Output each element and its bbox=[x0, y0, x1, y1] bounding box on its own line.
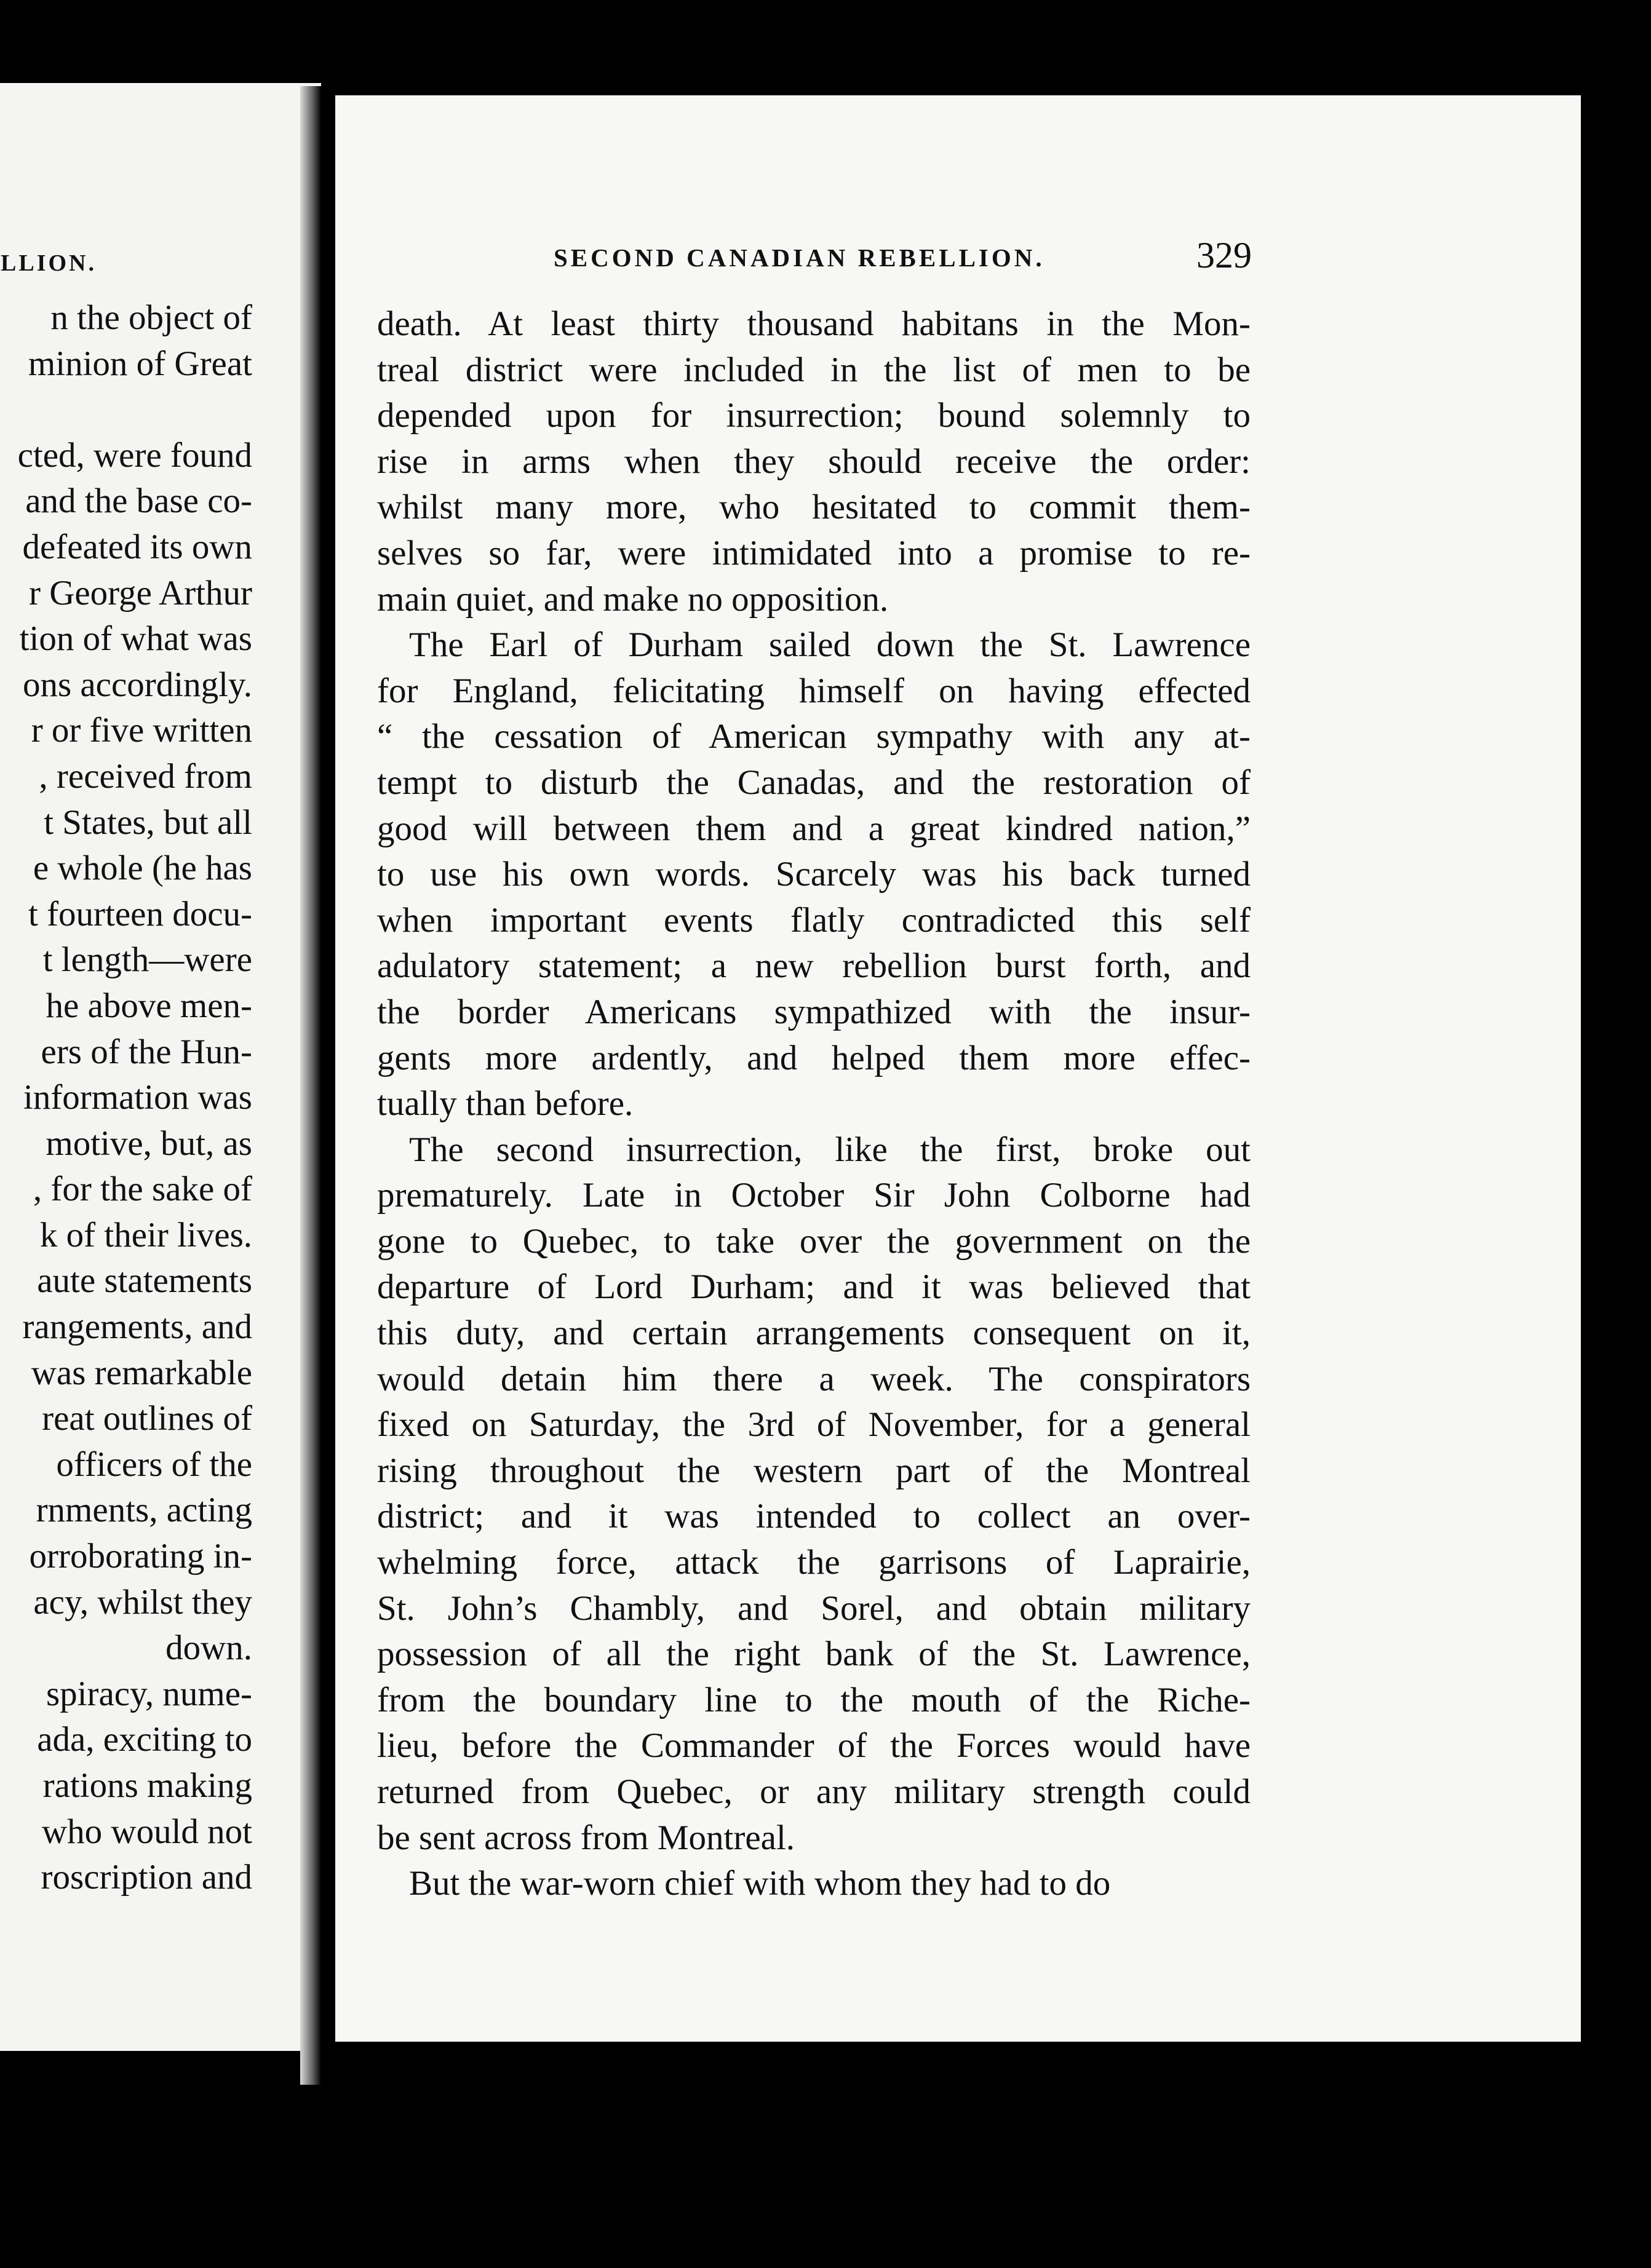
text-line: this duty, and certain arrangements consequent on it, bbox=[377, 1314, 1251, 1353]
left-page bbox=[0, 83, 321, 2051]
left-text-line: rangements, and bbox=[22, 1307, 252, 1347]
left-text-line: was remarkable bbox=[31, 1353, 252, 1392]
text-line: tually than before. bbox=[377, 1084, 634, 1124]
right-page bbox=[335, 95, 1581, 2042]
left-text-line: he above men- bbox=[46, 986, 252, 1025]
left-text-line: aute statements bbox=[37, 1261, 252, 1301]
text-line: St. John’s Chambly, and Sorel, and obtain military bbox=[377, 1588, 1251, 1628]
left-text-line: rnments, acting bbox=[36, 1491, 252, 1530]
left-text-line: minion of Great bbox=[28, 344, 252, 383]
left-text-line: t fourteen docu- bbox=[28, 894, 252, 934]
text-line: depended upon for insurrection; bound solemnly to bbox=[377, 396, 1251, 435]
left-text-line: k of their lives. bbox=[39, 1215, 252, 1255]
text-line: The Earl of Durham sailed down the St. Lawrence bbox=[409, 625, 1251, 665]
left-text-line: ada, exciting to bbox=[37, 1720, 252, 1759]
left-text-line: , received from bbox=[39, 756, 252, 796]
left-text-line: n the object of bbox=[50, 298, 252, 337]
text-line: “ the cessation of American sympathy with any at- bbox=[377, 717, 1251, 756]
left-text-line: spiracy, nume- bbox=[46, 1674, 252, 1713]
left-text-line: reat outlines of bbox=[42, 1399, 252, 1438]
left-text-line: ers of the Hun- bbox=[41, 1032, 252, 1071]
text-line: district; and it was intended to collect an over- bbox=[377, 1497, 1251, 1536]
text-line: when important events flatly contradicted this self bbox=[377, 900, 1251, 940]
left-text-line: ons accordingly. bbox=[22, 665, 252, 704]
text-line: tempt to disturb the Canadas, and the restoration of bbox=[377, 763, 1251, 802]
text-line: be sent across from Montreal. bbox=[377, 1818, 795, 1857]
text-line: rise in arms when they should receive the order: bbox=[377, 442, 1251, 481]
text-line: adulatory statement; a new rebellion burst forth, and bbox=[377, 946, 1251, 986]
text-line: from the boundary line to the mouth of the Riche- bbox=[377, 1680, 1251, 1719]
text-line: main quiet, and make no opposition. bbox=[377, 579, 889, 619]
left-text-line: down. bbox=[165, 1628, 252, 1668]
text-line: for England, felicitating himself on having effected bbox=[377, 671, 1251, 710]
text-line: death. At least thirty thousand habitans in the Mon- bbox=[377, 304, 1251, 343]
left-text-line: e whole (he has bbox=[33, 849, 252, 888]
left-text-line: cted, were found bbox=[17, 435, 252, 475]
text-line: returned from Quebec, or any military strength could bbox=[377, 1772, 1251, 1811]
left-text-line: and the base co- bbox=[25, 482, 252, 521]
left-text-line: r or five written bbox=[31, 711, 252, 750]
left-text-line: acy, whilst they bbox=[33, 1582, 252, 1622]
left-text-line: defeated its own bbox=[22, 527, 252, 566]
left-text-line: t States, but all bbox=[44, 803, 252, 842]
text-line: to use his own words. Scarcely was his back turned bbox=[377, 855, 1251, 894]
text-line: gents more ardently, and helped them more effec- bbox=[377, 1038, 1251, 1077]
left-text-line: t length—were bbox=[42, 940, 252, 980]
page-body-text bbox=[377, 301, 1251, 1907]
text-line: But the war-worn chief with whom they had to do bbox=[409, 1864, 1111, 1903]
left-text-line: tion of what was bbox=[19, 619, 252, 659]
left-text-line bbox=[0, 387, 252, 433]
text-line: treal district were included in the list of men to be bbox=[377, 350, 1251, 389]
text-line: lieu, before the Commander of the Forces would have bbox=[377, 1726, 1251, 1766]
left-text-line: r George Arthur bbox=[28, 573, 252, 613]
text-line: prematurely. Late in October Sir John Colborne had bbox=[377, 1176, 1251, 1215]
text-line: the border Americans sympathized with the insur- bbox=[377, 992, 1251, 1031]
text-line: good will between them and a great kindred nation,” bbox=[377, 809, 1251, 848]
text-line: whilst many more, who hesitated to commit them- bbox=[377, 488, 1251, 527]
left-text-line: , for the sake of bbox=[33, 1170, 252, 1209]
text-line: The second insurrection, like the first, broke out bbox=[409, 1130, 1251, 1169]
book-gutter bbox=[300, 86, 338, 2085]
text-line: selves so far, were intimidated into a promise to re- bbox=[377, 533, 1251, 573]
text-line: would detain him there a week. The conspirators bbox=[377, 1359, 1251, 1398]
left-text-line: rations making bbox=[42, 1766, 252, 1805]
text-line: departure of Lord Durham; and it was believed that bbox=[377, 1267, 1251, 1307]
left-text-line: information was bbox=[23, 1078, 252, 1117]
left-text-line: orroborating in- bbox=[29, 1537, 252, 1576]
left-text-line: motive, but, as bbox=[46, 1124, 252, 1163]
running-head: SECOND CANADIAN REBELLION. bbox=[554, 244, 1045, 272]
page-number: 329 bbox=[1196, 235, 1252, 276]
text-line: rising throughout the western part of the Montreal bbox=[377, 1451, 1251, 1490]
text-line: whelming force, attack the garrisons of Laprairie, bbox=[377, 1543, 1251, 1582]
text-line: fixed on Saturday, the 3rd of November, for a general bbox=[377, 1405, 1251, 1445]
left-running-head: LLION. bbox=[1, 250, 97, 276]
left-page-text bbox=[0, 295, 252, 1901]
text-line: gone to Quebec, to take over the government on the bbox=[377, 1221, 1251, 1261]
left-text-line: officers of the bbox=[56, 1445, 252, 1484]
left-text-line: who would not bbox=[42, 1812, 252, 1851]
text-line: possession of all the right bank of the St. Lawrence, bbox=[377, 1635, 1251, 1674]
left-text-line: roscription and bbox=[41, 1858, 252, 1897]
